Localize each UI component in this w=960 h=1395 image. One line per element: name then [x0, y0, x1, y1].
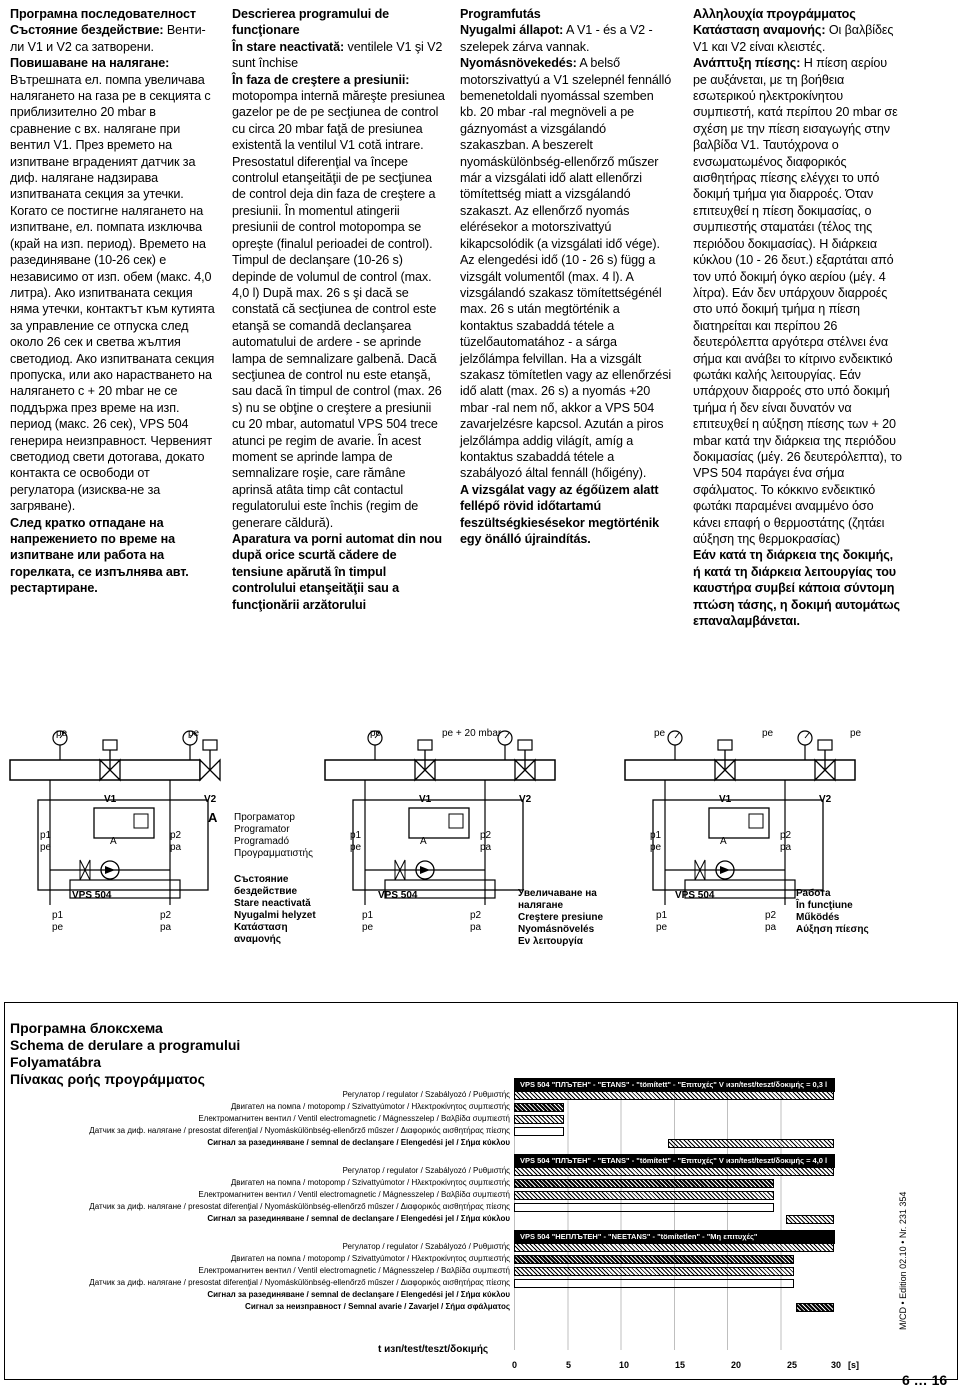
caption-line: Nyomásnövelés: [518, 924, 595, 935]
legend-line: Προγραμματιστής: [234, 848, 313, 859]
valve-actuator: [818, 740, 832, 750]
rise-label: Nyomásnövekedés:: [460, 56, 577, 71]
p2-label: p2: [160, 910, 172, 921]
axis-tick: 25: [787, 1360, 798, 1370]
p2-label: p2: [765, 910, 777, 921]
axis-unit: [s]: [848, 1360, 859, 1370]
heading-line: Πίνακας ροής προγράμματος: [10, 1071, 205, 1087]
pa-label: pa: [160, 922, 172, 933]
v1-label: V1: [419, 794, 432, 805]
pe-label: pe: [188, 728, 200, 739]
valve-actuator: [103, 740, 117, 750]
pe-label: pe: [850, 728, 862, 739]
column-bulgarian: [10, 6, 215, 597]
column-hungarian: [460, 6, 672, 547]
diagram-pressure-rise: [325, 731, 555, 905]
a-label: A: [420, 836, 427, 847]
pe-label: pe: [362, 922, 374, 933]
valve-diagrams: [0, 720, 960, 950]
row-fault-signal: Сигнал за неизправност / Semnal avarie / Zavarjel / Σήμα σφάλματος: [245, 1302, 510, 1311]
pa-label: pa: [470, 922, 482, 933]
body-text: motopompa internă măreşte presiunea gazelor pe de pe secţiunea de control cu circa 20 mbar faţă de presiunea existentă la ventilul V1 cotă intrare. Presostatul diferenţial va începe controlul etanşeităţii de pe secţiunea de control deja din faza de creştere a presiunii. În momentul atingerii presiunii de control motopompa se opreşte (finalul perioadei de control). Timpul de declanşare (10-26 s) depinde de volumul de control (max. 4,0 l) După max. 26 s şi dacă se constată că secţiunea de control este etanşă se comandă declanşarea automatului de ardere - se aprinde lampa de semnalizare galbenă. Dacă secţiunea de control nu este etanşă, sau dacă în timpul de control (max. 26 s) nu se obţine o creştere a presiunii cu 20 mbar, automatul VPS 504 trece atunci pe regim de avarie. În acest moment se aprinde lampa de semnalizare roşie, care rămâne aprinsă atâta timp cât contactul regulatorului este închis (regim de generare căldură).: [232, 89, 445, 530]
caption-line: бездействие: [234, 886, 298, 897]
pe-label: pe: [650, 842, 662, 853]
page-number: 6 … 16: [902, 1372, 948, 1388]
p2-label: p2: [170, 830, 182, 841]
v1-label: V1: [719, 794, 732, 805]
state-label: În stare neactivată:: [232, 39, 345, 54]
pe-label: pe: [370, 728, 382, 739]
time-gridlines: [514, 1080, 834, 1350]
restart-note: Aparatura va porni automat din nou după orice scurtă cădere de tensiune apărută în timpul controlului etanşeităţii sau a funcţionării arzătorului: [232, 532, 443, 612]
v2-label: V2: [204, 794, 217, 805]
p1-label: p1: [350, 830, 362, 841]
caption-line: Stare neactivată: [234, 898, 311, 909]
pe-label: pe: [56, 728, 68, 739]
pa-label: pa: [765, 922, 777, 933]
state-text: Венти-ли V1 и V2 са затворени.: [10, 23, 206, 54]
programmer-legend: [234, 812, 313, 860]
p2-label: p2: [470, 910, 482, 921]
v2-label: V2: [519, 794, 532, 805]
row-regulator: Регулатор / regulator / Szabályozó / Ρυθμιστής: [342, 1090, 510, 1099]
pressure-switch-icon: [449, 814, 463, 828]
row-release-signal: Сигнал за разединяване / semnal de declanşare / Elengedési jel / Σήμα κύκλου: [207, 1138, 510, 1147]
row-regulator: Регулатор / regulator / Szabályozó / Ρυθμιστής: [342, 1166, 510, 1175]
state-label: Nyugalmi állapot:: [460, 23, 564, 38]
caption-line: Κατάσταση: [234, 922, 288, 933]
a-label: A: [720, 836, 727, 847]
caption-line: Състояние: [234, 874, 289, 885]
state-label: Състояние бездействие:: [10, 23, 164, 38]
rise-label: Ανάπτυξη πίεσης:: [693, 56, 801, 71]
row-sensor: Датчик за диф. налягане / presostat diferenţial / Nyomáskülönbség-ellenőrző műszer / Διαφορικός αισθητήρας πίεσης: [89, 1278, 510, 1287]
state-text: Οι βαλβίδες V1 και V2 είναι κλειστές.: [693, 23, 894, 54]
row-regulator: Регулатор / regulator / Szabályozó / Ρυθμιστής: [342, 1242, 510, 1251]
pe-label: pe: [654, 728, 666, 739]
vps-label: VPS 504: [378, 890, 418, 901]
state-idle-caption: [234, 874, 316, 946]
restart-note: Εάν κατά τη διάρκεια της δοκιμής, ή κατά τη διάρκεια λειτουργίας του καυστήρα συμβεί κάποια σύντομη πτώση τάσης, η δοκιμή αυτομάτως επαναλαμβάνεται.: [693, 548, 901, 629]
row-release-signal: Сигнал за разединяване / semnal de declanşare / Elengedési jel / Σήμα κύκλου: [207, 1290, 510, 1299]
title: Programfutás: [460, 7, 541, 21]
block-tight-large-title: VPS 504 "ПЛЪТЕН" - "ETANS" - "tömített" - "Επιτυχές" V изп/test/teszt/δοκιμής = 4,0 l: [514, 1154, 835, 1168]
p1-label: p1: [40, 830, 52, 841]
heading-line: Folyamatábra: [10, 1054, 102, 1070]
pe-label: pe: [656, 922, 668, 933]
axis-tick: 10: [619, 1360, 630, 1370]
pe-label: pe: [762, 728, 774, 739]
axis-tick: 30: [831, 1360, 842, 1370]
row-release-signal: Сигнал за разединяване / semnal de declanşare / Elengedési jel / Σήμα κύκλου: [207, 1214, 510, 1223]
row-sensor: Датчик за диф. налягане / presostat diferenţial / Nyomáskülönbség-ellenőrző műszer / Διαφορικός αισθητήρας πίεσης: [89, 1126, 510, 1135]
p2-label: p2: [480, 830, 492, 841]
caption-line: Nyugalmi helyzet: [234, 910, 316, 921]
title: Descrierea programului de funcţionare: [232, 7, 390, 38]
heading-line: Schema de derulare a programului: [10, 1037, 241, 1053]
pressure-switch-icon: [749, 814, 763, 828]
pe-plus-label: pe + 20 mbar: [442, 728, 502, 739]
caption-line: Működés: [796, 912, 840, 923]
state-text: A V1 - és a V2 - szelepek zárva vannak.: [460, 23, 653, 54]
title: Програмна последователност: [10, 7, 196, 21]
pa-label: pa: [480, 842, 492, 853]
heading-line: Програмна блоксхема: [10, 1020, 163, 1036]
pe-label: pe: [40, 842, 52, 853]
caption-line: În funcţiune: [796, 900, 853, 911]
state-rise-caption: [518, 888, 603, 948]
restart-note: След кратко отпадане на напрежението по време на изпитване или работа на горелката, се изпълнява авт. рестартиране.: [10, 515, 189, 596]
state-text: ventilele V1 şi V2 sunt închise: [232, 39, 443, 71]
caption-line: налягане: [518, 900, 564, 911]
p1-label: p1: [362, 910, 374, 921]
block-leaky-title: VPS 504 "НЕПЛЪТЕН" - "NEETANS" - "tömítetlen" - "Μη επιτυχές": [514, 1230, 835, 1244]
valve-actuator: [518, 740, 532, 750]
legend-a-letter: A: [208, 810, 218, 825]
p1-label: p1: [656, 910, 668, 921]
block-tight-small-title: VPS 504 "ПЛЪТЕН" - "ETANS" - "tömített" - "Επιτυχές" V изп/test/teszt/δοκιμής = 0,3 l: [514, 1078, 835, 1092]
row-pump: Двигател на помпа / motopomp / Szivattyúmotor / Ηλεκτροκίνητος συμπιεστής: [230, 1254, 510, 1263]
caption-line: Creştere presiune: [518, 912, 604, 923]
pressure-switch-icon: [134, 814, 148, 828]
pa-label: pa: [170, 842, 182, 853]
legend-line: Програматор: [234, 812, 295, 823]
row-sensor: Датчик за диф. налягане / presostat diferenţial / Nyomáskülönbség-ellenőrző műszer / Διαφορικός αισθητήρας πίεσης: [89, 1202, 510, 1211]
body-text: Вътрешната ел. помпа увеличава налягането на газа pe в секцията с приблизително 20 mbar в сравнение с вх. налягане при вентил V1. През времето на изпитване вграденият датчик за диф. налягане надзирава изпитваната секция за утечки. Когато се постигне налягането на изпитване, ел. помпата изключва (край на изп. период). Времето на разединяване (10-26 сек) е независимо от изп. обем (макс. 4,0 литра). Ако изпитваната секция няма утечки, контактът към кутията за управление се отпуска след около 26 сек и светва жълтия светодиод. Ако изпитваната секция пропуска, или ако нарастването на налягането с + 20 mbar не се поддържа през време на изп. период (макс. 26 сек), VPS 504 генерира неизправност. Червеният светодиод свети дотогава, докато контакта се освободи от регулатора (изисква-не за загряване).: [10, 72, 215, 514]
rise-label: Повишаване на налягане:: [10, 56, 170, 71]
v2-label: V2: [819, 794, 832, 805]
legend-line: Programator: [234, 824, 290, 835]
diagram-idle: [10, 731, 220, 905]
edition-note: M/CD • Edition 02.10 • Nr. 231 354: [898, 1191, 908, 1330]
state-label: Κατάσταση αναμονής:: [693, 23, 826, 38]
p1-label: p1: [650, 830, 662, 841]
caption-line: Увеличаване на: [518, 888, 597, 899]
vps-label: VPS 504: [675, 890, 715, 901]
p1-label: p1: [52, 910, 64, 921]
caption-line: αναμονής: [234, 934, 281, 945]
row-pump: Двигател на помпа / motopomp / Szivattyúmotor / Ηλεκτροκίνητος συμπιεστής: [230, 1102, 510, 1111]
caption-line: Работа: [796, 888, 831, 899]
caption-line: Αύξηση πίεσης: [796, 924, 869, 935]
a-label: A: [110, 836, 117, 847]
body-text: Η πίεση αερίου pe αυξάνεται, με τη βοήθεια εσωτερικού ηλεκτροκίνητου συμπιεστή, κατά περίπου 20 mbar σε σχέση με την πίεση εισαγωγής στην βαλβίδα V1. Ταυτόχρονα ο ενσωματωμένος διαφορικός αισθητήρας πίεσης ελέγχει το υπό δοκιμή τμήμα για διαρροές. Όταν επιτευχθεί η πίεση δοκιμασίας, ο συμπιεστής σταματάει (τέλος της περιόδου δοκιμασίας). Η διάρκεια κύκλου (10 - 26 δευτ.) εξαρτάται από τον υπό δοκιμή όγκο αερίου (μέγ. 4 λίτρα). Εάν δεν υπάρχουν διαρροές στο υπό δοκιμή τμήμα η πίεση διατηρείται και περίπου 26 δευτερόλεπτα αργότερα στέλνει ένα σήμα και ανάβει το κίτρινο ενδεικτικό φωτάκι καλής λειτουργίας. Εάν υπάρχουν διαρροές στο υπό δοκιμή τμήμα ή δεν είναι δυνατόν να επιτευχθεί η αύξηση πίεσης των + 20 mbar κατά την διάρκεια της περιόδου δοκιμασίας (μέγ. 26 δευτερόλεπτα), το VPS 504 παράγει ένα σήμα σφάλματος. Το κόκκινο ενδεικτικό φωτάκι παραμένει αναμμένο όσο κάνει επαφή ο θερμοστάτης (ζητάει αύξηση της θερμοκρασίας): [693, 56, 902, 546]
axis-tick: 15: [675, 1360, 686, 1370]
state-operation-caption: [796, 888, 869, 936]
rise-label: În faza de creştere a presiunii:: [232, 72, 410, 87]
restart-note: A vizsgálat vagy az égőüzem alatt fellépő rövid időtartamú feszültségkiesésekor megtörténik egy önálló újraindítás.: [460, 482, 660, 546]
legend-line: Programadó: [234, 836, 290, 847]
pa-label: pa: [780, 842, 792, 853]
row-pump: Двигател на помпа / motopomp / Szivattyúmotor / Ηλεκτροκίνητος συμπιεστής: [230, 1178, 510, 1187]
valve-actuator: [203, 740, 217, 750]
vps-label: VPS 504: [72, 890, 112, 901]
test-time-label: t изп/test/teszt/δοκιμής: [378, 1344, 489, 1355]
column-romanian: [232, 6, 447, 613]
row-valve: Електромагнитен вентил / Ventil electromagnetic / Mágnesszelep / Βαλβίδα συμπιεστή: [198, 1190, 510, 1199]
caption-line: Εν λειτουργία: [518, 936, 583, 947]
axis-tick: 5: [566, 1360, 572, 1370]
row-valve: Електромагнитен вентил / Ventil electromagnetic / Mágnesszelep / Βαλβίδα συμπιεστή: [198, 1114, 510, 1123]
flowchart-heading: [10, 1020, 240, 1088]
axis-tick: 20: [731, 1360, 742, 1370]
v1-label: V1: [104, 794, 117, 805]
valve-actuator: [418, 740, 432, 750]
valve-actuator: [718, 740, 732, 750]
axis-tick: 0: [512, 1360, 518, 1370]
diagram-operation: [625, 731, 855, 905]
row-valve: Електромагнитен вентил / Ventil electromagnetic / Mágnesszelep / Βαλβίδα συμπιεστή: [198, 1266, 510, 1275]
column-greek: [693, 6, 903, 629]
pe-label: pe: [52, 922, 64, 933]
p2-label: p2: [780, 830, 792, 841]
pe-label: pe: [350, 842, 362, 853]
title: Αλληλουχία προγράμματος: [693, 7, 856, 21]
body-text: A belső motorszivattyú a V1 szelepnél fennálló bemenetoldali nyomással szemben kb. 20 mbar -ral megnöveli a pe gáznyomást a vizsgálandó szakaszban. A beszerelt nyomáskülönbség-ellenőrző műszer már a vizsgálati idő alatt ellenőrzi tömítettség miatt a vizsgálandó szakaszt. Az ellenőrző nyomás elérésekor a motorszivattyú kikapcsolódik (a vizsgálati idő vége). Az elengedési idő (10 - 26 s) függ a vizsgált volumentől (max. 4 l). A vizsgálandó szakasz tömítettségénél max. 26 s után megtörténik a kontaktus szabaddá tétele a tüzelőautomatához - a sárga jelzőlámpa felvillan. Ha a vizsgált szakasz tömítetlen vagy az ellenőrzési idő alatt (max. 26 s) a nyomás +20 mbar -ral nem nő, akkor a VPS 504 zavarjelzésre kapcsol. Azután a piros jelzőlámpa addig világít, amíg a kontaktus szabaddá tétele a szabályozó által fennáll (hőigény).: [460, 56, 672, 481]
